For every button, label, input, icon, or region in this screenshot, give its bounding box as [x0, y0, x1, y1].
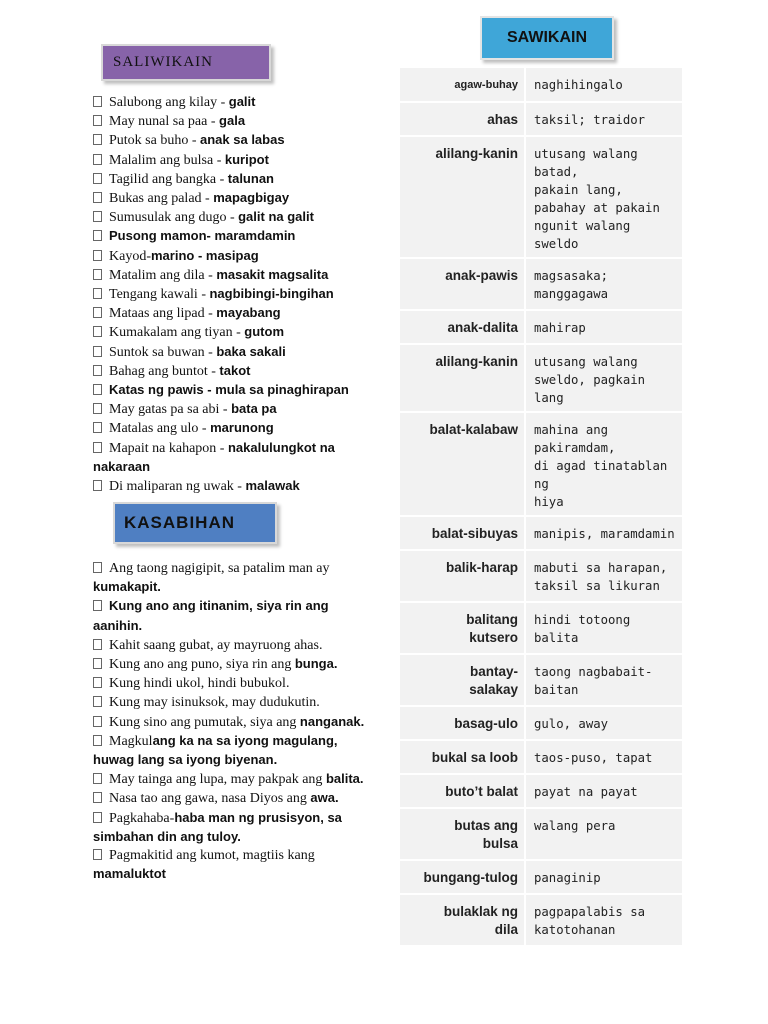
saliwikain-phrase: May gatas pa sa abi - [109, 402, 232, 418]
sawikain-banner [480, 16, 614, 60]
saliwikain-meaning: mapagbigay [213, 190, 290, 206]
saliwikain-item [93, 112, 373, 131]
kasabihan-title: KASABIHAN [124, 513, 235, 532]
sawikain-term: basag-ulo [400, 706, 525, 740]
sawikain-term: anak-pawis [400, 258, 525, 310]
kasabihan-item [93, 655, 368, 674]
saliwikain-phrase: Matalim ang dila - [109, 267, 217, 283]
missing-glyph-icon [93, 792, 102, 803]
sawikain-term: alilang-kanin [400, 136, 525, 258]
saliwikain-meaning: anak sa labas [200, 132, 285, 148]
saliwikain-meaning: talunan [227, 170, 274, 186]
sawikain-meaning: mahina ang pakiramdam, di agad tinatablan ng hiya [525, 412, 682, 516]
missing-glyph-icon [93, 384, 102, 395]
sawikain-term: buto’t balat [400, 774, 525, 808]
saliwikain-item [93, 151, 373, 170]
sawikain-term: balat-sibuyas [400, 516, 525, 550]
saliwikain-phrase: Bahag ang buntot - [109, 363, 220, 379]
kasabihan-list [93, 560, 368, 884]
saliwikain-phrase: Salubong ang kilay - [109, 95, 229, 110]
missing-glyph-icon [93, 658, 102, 669]
saliwikain-phrase: Mataas ang lipad - [109, 306, 217, 322]
sawikain-meaning: taong nagbabait- baitan [525, 654, 682, 706]
saliwikain-item [93, 343, 373, 362]
kasabihan-text: Kung may isinuksok, may dudukutin. [109, 695, 320, 711]
kasabihan-text: Kung sino ang pumutak, siya ang [109, 714, 300, 730]
saliwikain-item [93, 381, 373, 400]
missing-glyph-icon [93, 716, 102, 727]
saliwikain-meaning: kuripot [224, 151, 269, 167]
missing-glyph-icon [93, 562, 102, 573]
sawikain-term: balik-harap [400, 550, 525, 602]
saliwikain-meaning: gala [219, 113, 246, 129]
kasabihan-item [93, 732, 368, 770]
sawikain-term: bantay- salakay [400, 654, 525, 706]
sawikain-term: ahas [400, 102, 525, 136]
sawikain-term: balitang kutsero [400, 602, 525, 654]
kasabihan-text: Pagkahaba- [109, 810, 175, 826]
sawikain-row [400, 344, 682, 412]
saliwikain-item [93, 93, 373, 112]
saliwikain-title: SALIWIKAIN [113, 54, 213, 70]
missing-glyph-icon [93, 735, 102, 746]
saliwikain-phrase: Di maliparan ng uwak - [109, 479, 246, 495]
missing-glyph-icon [93, 115, 102, 126]
saliwikain-item [93, 170, 373, 189]
sawikain-meaning: mahirap [525, 310, 682, 344]
kasabihan-text: Kung hindi ukol, hindi bubukol. [109, 676, 290, 692]
sawikain-row [400, 894, 682, 946]
sawikain-row [400, 258, 682, 310]
sawikain-row [400, 102, 682, 136]
sawikain-term: bungang-tulog [400, 860, 525, 894]
missing-glyph-icon [93, 422, 102, 433]
kasabihan-item [93, 713, 368, 732]
sawikain-meaning: utusang walang batad, pakain lang, pabahay at pakain ngunit walang sweldo [525, 136, 682, 258]
sawikain-meaning: taos-puso, tapat [525, 740, 682, 774]
sawikain-row [400, 602, 682, 654]
missing-glyph-icon [93, 600, 102, 611]
missing-glyph-icon [93, 250, 102, 261]
missing-glyph-icon [93, 812, 102, 823]
sawikain-term: agaw-buhay [400, 68, 525, 102]
saliwikain-meaning: baka sakali [216, 343, 286, 359]
saliwikain-item [93, 304, 373, 323]
kasabihan-item [93, 636, 368, 655]
missing-glyph-icon [93, 677, 102, 688]
sawikain-table [400, 68, 682, 947]
sawikain-meaning: naghihingalo [525, 68, 682, 102]
saliwikain-phrase: Sumusulak ang dugo - [109, 210, 239, 226]
saliwikain-meaning: Pusong mamon- maramdamin [109, 228, 296, 244]
sawikain-meaning: taksil; traidor [525, 102, 682, 136]
sawikain-row [400, 740, 682, 774]
missing-glyph-icon [93, 134, 102, 145]
sawikain-row [400, 860, 682, 894]
kasabihan-text: May tainga ang lupa, may pakpak ang [109, 772, 326, 788]
kasabihan-text-end: bunga. [294, 656, 338, 672]
saliwikain-item [93, 323, 373, 342]
saliwikain-meaning: malawak [245, 478, 300, 494]
saliwikain-phrase: Suntok sa buwan - [109, 344, 217, 360]
kasabihan-text: Magkul [109, 733, 153, 749]
kasabihan-item [93, 809, 368, 847]
kasabihan-item [93, 789, 368, 808]
sawikain-term: bulaklak ng dila [400, 894, 525, 946]
kasabihan-text: Nasa tao ang gawa, nasa Diyos ang [109, 791, 311, 807]
sawikain-term: balat-kalabaw [400, 412, 525, 516]
kasabihan-banner [113, 502, 277, 544]
saliwikain-meaning: nakalulungkot na nakaraan [93, 439, 335, 474]
saliwikain-item [93, 266, 373, 285]
sawikain-row [400, 412, 682, 516]
missing-glyph-icon [93, 773, 102, 784]
saliwikain-item [93, 189, 373, 208]
saliwikain-item [93, 227, 373, 246]
sawikain-meaning: manipis, maramdamin [525, 516, 682, 550]
sawikain-meaning: hindi totoong balita [525, 602, 682, 654]
missing-glyph-icon [93, 269, 102, 280]
sawikain-row [400, 550, 682, 602]
saliwikain-meaning: galit [228, 94, 256, 109]
sawikain-meaning: pagpapalabis sa katotohanan [525, 894, 682, 946]
missing-glyph-icon [93, 696, 102, 707]
saliwikain-meaning: marunong [210, 420, 274, 436]
sawikain-row [400, 310, 682, 344]
sawikain-meaning: mabuti sa harapan, taksil sa likuran [525, 550, 682, 602]
missing-glyph-icon [93, 480, 102, 491]
saliwikain-item [93, 477, 373, 496]
sawikain-row [400, 516, 682, 550]
saliwikain-meaning: marino - masipag [151, 247, 259, 263]
kasabihan-text-end: nanganak. [299, 713, 365, 729]
kasabihan-text-end: haba man ng prusisyon, sa simbahan din ang tuloy. [93, 809, 342, 844]
sawikain-title: SAWIKAIN [507, 29, 587, 46]
sawikain-term: butas ang bulsa [400, 808, 525, 860]
kasabihan-item [93, 770, 368, 789]
kasabihan-item [93, 674, 368, 693]
saliwikain-phrase: Tengang kawali - [109, 287, 210, 303]
saliwikain-phrase: Tagilid ang bangka - [109, 171, 228, 187]
sawikain-term: bukal sa loob [400, 740, 525, 774]
missing-glyph-icon [93, 442, 102, 453]
sawikain-row [400, 68, 682, 102]
saliwikain-item [93, 208, 373, 227]
missing-glyph-icon [93, 326, 102, 337]
sawikain-row [400, 808, 682, 860]
sawikain-row [400, 774, 682, 808]
saliwikain-list [93, 93, 373, 496]
saliwikain-phrase: Kayod- [109, 248, 151, 264]
kasabihan-text: Kung ano ang puno, siya rin ang [109, 657, 295, 673]
saliwikain-item [93, 439, 373, 477]
saliwikain-item [93, 400, 373, 419]
kasabihan-text: Pagmakitid ang kumot, magtiis kang [109, 848, 315, 864]
sawikain-meaning: magsasaka; manggagawa [525, 258, 682, 310]
saliwikain-phrase: Kumakalam ang tiyan - [109, 325, 245, 341]
kasabihan-text-end: ang ka na sa iyong magulang, huwag lang sa iyong biyenan. [93, 732, 338, 768]
saliwikain-meaning: gutom [244, 324, 285, 340]
saliwikain-phrase: Matalas ang ulo - [109, 421, 211, 437]
kasabihan-item [93, 847, 368, 884]
saliwikain-meaning: mayabang [216, 305, 281, 321]
saliwikain-item [93, 362, 373, 381]
saliwikain-banner [101, 44, 271, 81]
kasabihan-item [93, 597, 368, 635]
missing-glyph-icon [93, 365, 102, 376]
saliwikain-phrase: Putok sa buho - [109, 133, 200, 149]
saliwikain-meaning: masakit magsalita [216, 266, 329, 282]
missing-glyph-icon [93, 192, 102, 203]
sawikain-row [400, 706, 682, 740]
saliwikain-phrase: Bukas ang palad - [109, 191, 214, 207]
missing-glyph-icon [93, 154, 102, 165]
sawikain-meaning: panaginip [525, 860, 682, 894]
missing-glyph-icon [93, 403, 102, 414]
saliwikain-item [93, 131, 373, 150]
saliwikain-meaning: takot [219, 362, 251, 378]
sawikain-meaning: walang pera [525, 808, 682, 860]
missing-glyph-icon [93, 288, 102, 299]
saliwikain-item [93, 419, 373, 438]
sawikain-meaning: utusang walang sweldo, pagkain lang [525, 344, 682, 412]
saliwikain-meaning: Katas ng pawis - mula sa pinaghirapan [109, 382, 349, 398]
kasabihan-text-end: Kung ano ang itinanim, siya rin ang aanihin. [93, 598, 329, 633]
saliwikain-meaning: bata pa [231, 401, 277, 417]
missing-glyph-icon [93, 307, 102, 318]
missing-glyph-icon [93, 346, 102, 357]
missing-glyph-icon [93, 639, 102, 650]
saliwikain-item [93, 285, 373, 304]
saliwikain-phrase: Mapait na kahapon - [109, 440, 228, 456]
kasabihan-text: Kahit saang gubat, ay mayruong ahas. [109, 637, 323, 653]
sawikain-meaning: payat na payat [525, 774, 682, 808]
missing-glyph-icon [93, 211, 102, 222]
kasabihan-text-end: mamaluktot [93, 866, 166, 882]
missing-glyph-icon [93, 230, 102, 241]
kasabihan-text-end: balita. [325, 771, 364, 787]
saliwikain-item [93, 247, 373, 266]
saliwikain-meaning: galit na galit [238, 209, 314, 225]
missing-glyph-icon [93, 849, 102, 860]
saliwikain-phrase: May nunal sa paa - [109, 114, 220, 130]
saliwikain-phrase: Malalim ang bulsa - [109, 152, 225, 168]
sawikain-term: alilang-kanin [400, 344, 525, 412]
missing-glyph-icon [93, 96, 102, 107]
kasabihan-item [93, 560, 368, 597]
sawikain-row [400, 136, 682, 258]
missing-glyph-icon [93, 173, 102, 184]
kasabihan-item [93, 693, 368, 712]
kasabihan-text-end: awa. [310, 790, 339, 806]
kasabihan-text: Ang taong nagigipit, sa patalim man ay [109, 561, 330, 576]
sawikain-meaning: gulo, away [525, 706, 682, 740]
sawikain-row [400, 654, 682, 706]
kasabihan-text-end: kumakapit. [93, 579, 161, 595]
saliwikain-meaning: nagbibingi-bingihan [209, 286, 334, 302]
sawikain-term: anak-dalita [400, 310, 525, 344]
